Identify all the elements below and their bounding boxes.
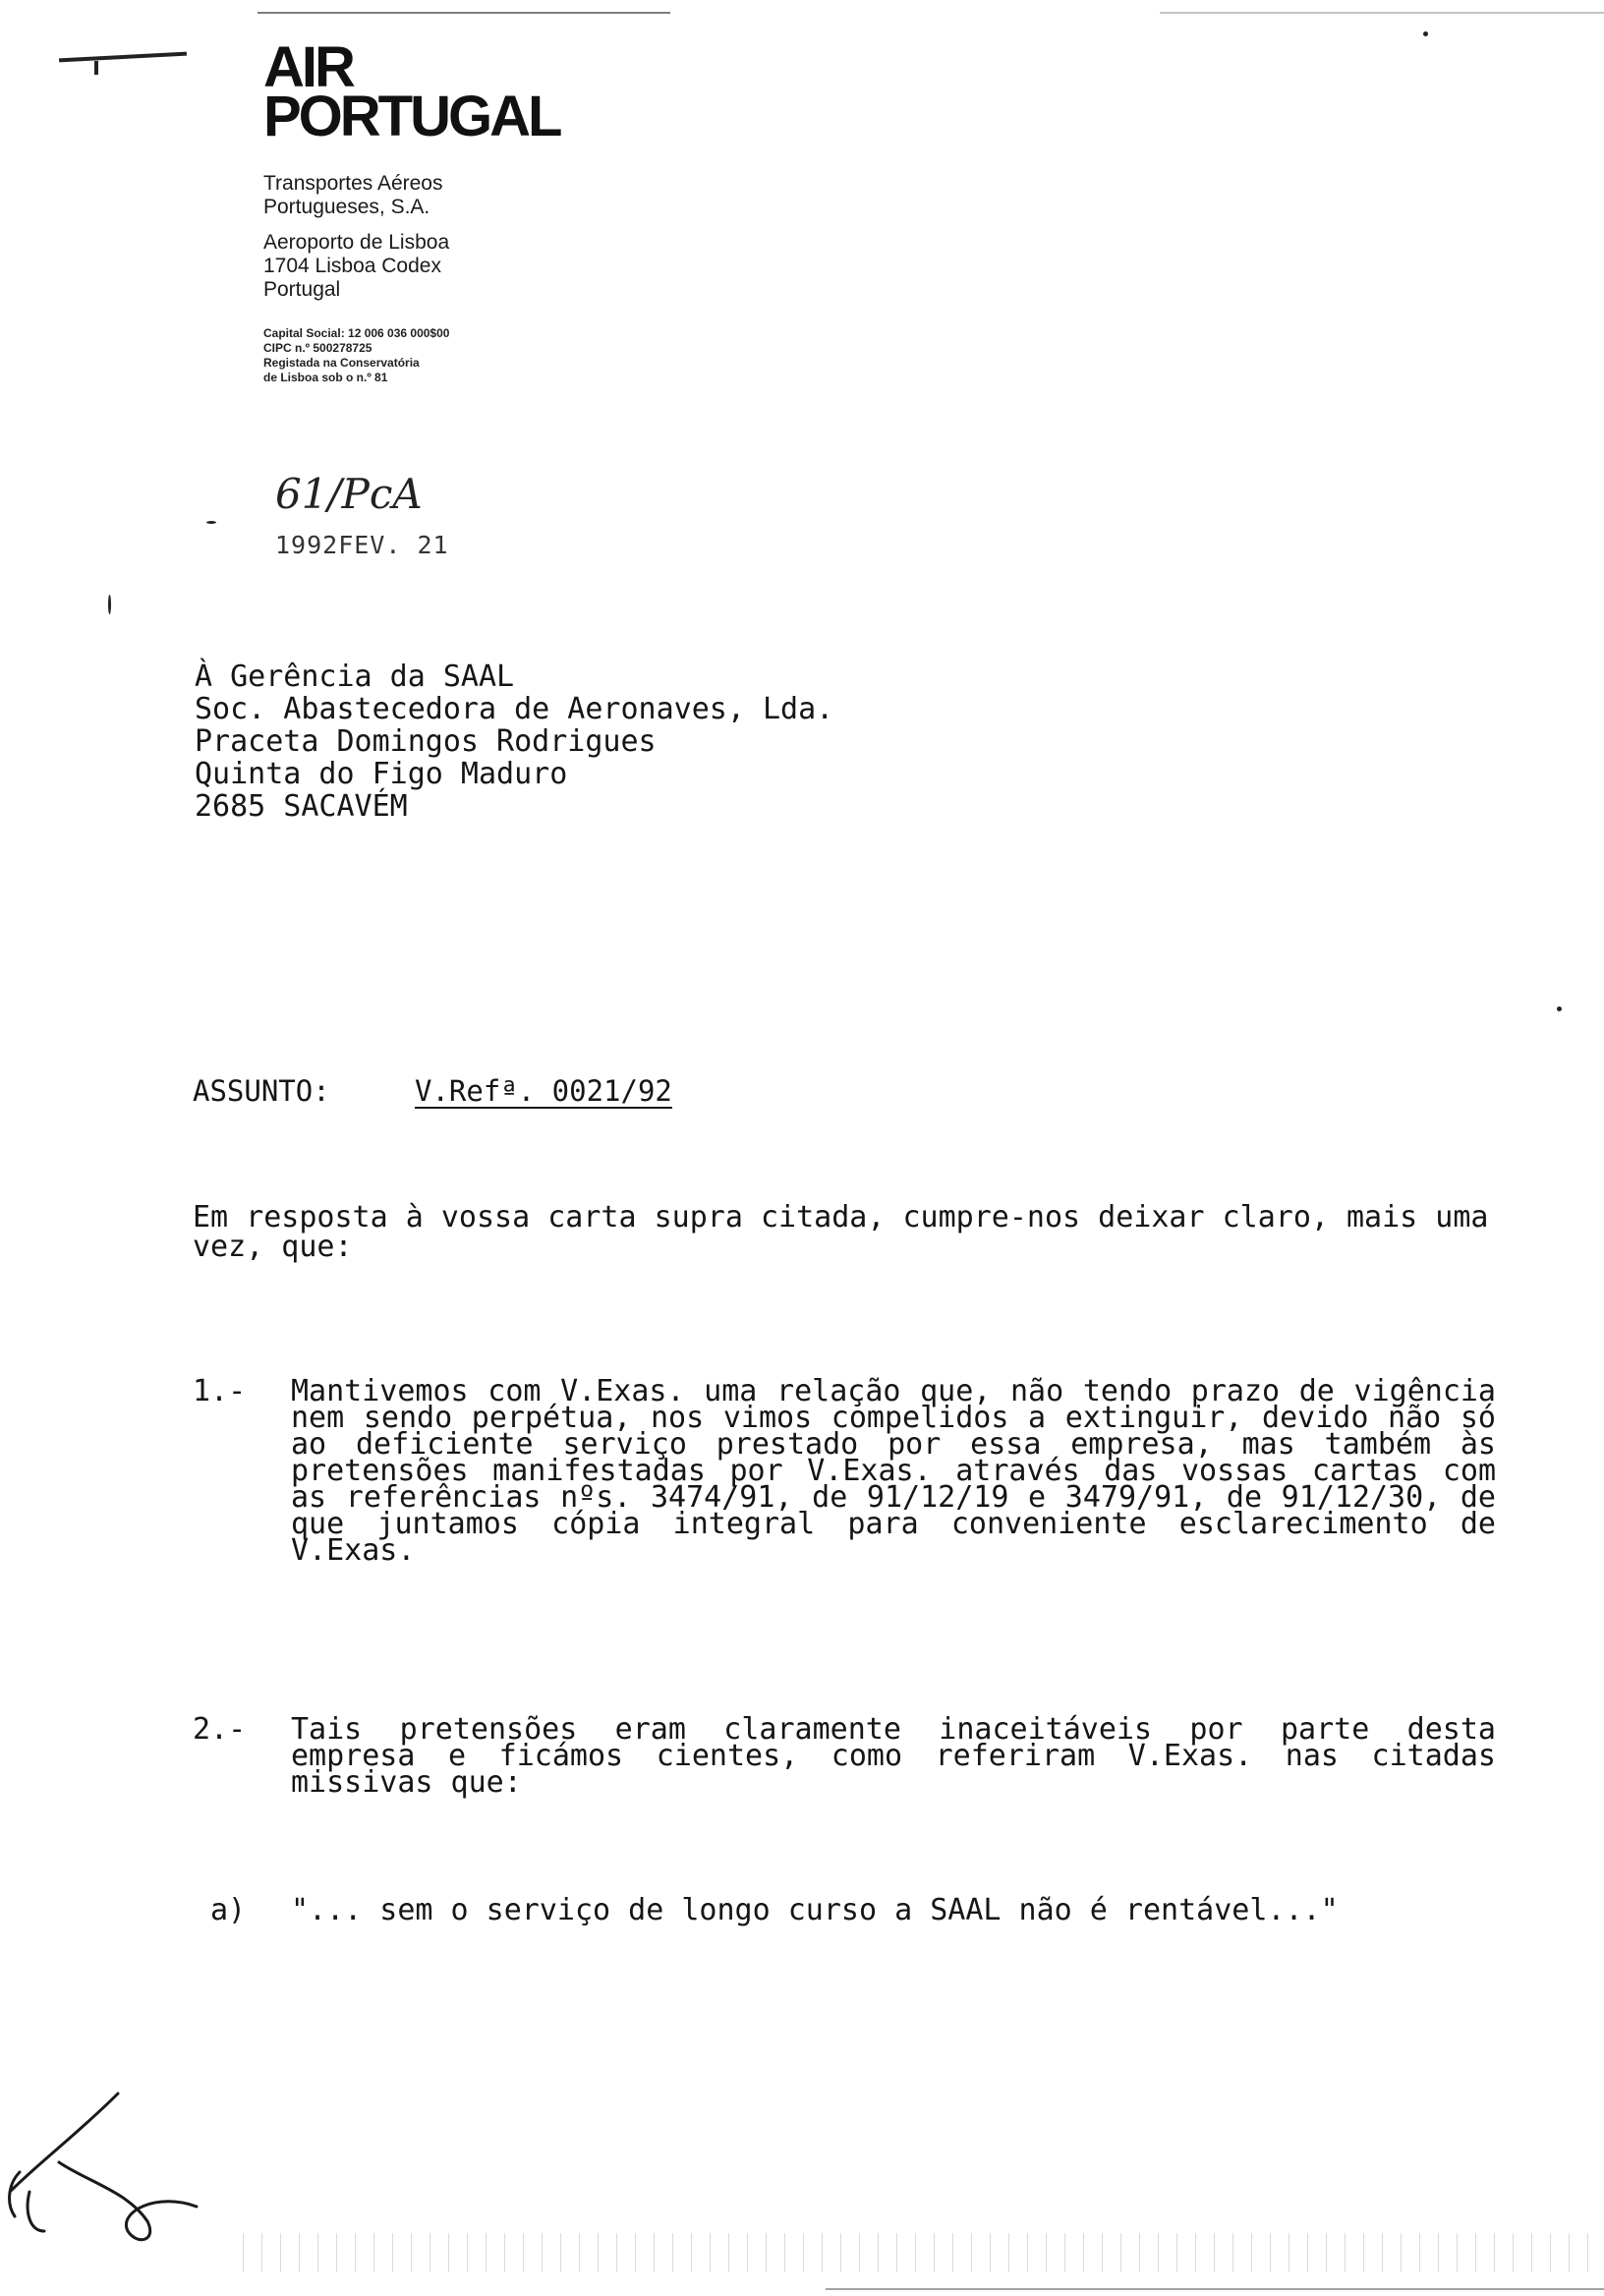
addressee-line5: 2685 SACAVÉM bbox=[195, 789, 408, 824]
legal-line4: de Lisboa sob o n.º 81 bbox=[263, 371, 388, 384]
addressee-line2: Soc. Abastecedora de Aeronaves, Lda. bbox=[195, 692, 834, 726]
company-block bbox=[263, 172, 449, 302]
legal-line3: Registada na Conservatória bbox=[263, 356, 420, 370]
addressee-block bbox=[195, 660, 833, 823]
address-line2: 1704 Lisboa Codex bbox=[263, 255, 441, 277]
addressee-line3: Praceta Domingos Rodrigues bbox=[195, 724, 657, 759]
scan-speck bbox=[1557, 1006, 1562, 1011]
top-edge-rule-right bbox=[1160, 12, 1604, 14]
scan-speck bbox=[206, 521, 216, 524]
address-line1: Aeroporto de Lisboa bbox=[263, 231, 450, 254]
addressee-line1: À Gerência da SAAL bbox=[195, 660, 515, 694]
company-name-line1: Transportes Aéreos bbox=[263, 172, 443, 195]
legal-line2: CIPC n.º 500278725 bbox=[263, 341, 372, 355]
scan-speck bbox=[1423, 31, 1428, 36]
handwritten-reference: 61/PcA bbox=[275, 470, 423, 518]
addressee-line4: Quinta do Figo Maduro bbox=[195, 757, 568, 791]
intro-paragraph: Em resposta à vossa carta supra citada, cumpre-nos deixar claro, mais uma vez, que: bbox=[193, 1200, 1489, 1264]
signature-scribble bbox=[0, 2074, 226, 2251]
logo-line-air: AIR bbox=[263, 35, 353, 99]
top-edge-rule bbox=[258, 12, 670, 14]
company-logo bbox=[263, 35, 560, 148]
subject-value: V.Refª. 0021/92 bbox=[415, 1074, 672, 1108]
top-left-mark bbox=[59, 52, 187, 63]
item-1-text: Mantivemos com V.Exas. uma relação que, não tendo prazo de vigência nem sendo perpétua, nos vimos compelidos a extinguir, devido não só ao deficiente serviço prestado por essa empresa, mas também às pretensões manifestadas por V.Exas. através das vossas cartas com as referências nºs. 3474/91, de 91/12/19 e 3479/91, de 91/12/30, de que juntamos cópia integral para conveniente esclarecimento de V.Exas. bbox=[291, 1374, 1496, 1568]
subject-label: ASSUNTO: bbox=[193, 1074, 330, 1108]
legal-info bbox=[263, 326, 449, 385]
logo-line-portugal: PORTUGAL bbox=[263, 85, 560, 148]
item-a-label: a) bbox=[210, 1893, 247, 1927]
bottom-edge-rule bbox=[826, 2288, 1604, 2290]
item-2-number: 2.- bbox=[193, 1712, 247, 1747]
item-2-text: Tais pretensões eram claramente inaceitáveis por parte desta empresa e ficámos cientes, como referiram V.Exas. nas citadas missivas que: bbox=[291, 1712, 1496, 1800]
top-left-mark-stem bbox=[94, 61, 98, 75]
item-a-quote: "... sem o serviço de longo curso a SAAL não é rentável..." bbox=[291, 1893, 1339, 1927]
address-line3: Portugal bbox=[263, 278, 341, 301]
legal-line1: Capital Social: 12 006 036 000$00 bbox=[263, 326, 450, 340]
date-stamp: 1992FEV. 21 bbox=[275, 531, 449, 559]
scan-speck bbox=[108, 595, 111, 614]
company-name-line2: Portugueses, S.A. bbox=[263, 196, 430, 218]
item-1-number: 1.- bbox=[193, 1374, 247, 1408]
bottom-scan-noise bbox=[236, 2233, 1592, 2272]
